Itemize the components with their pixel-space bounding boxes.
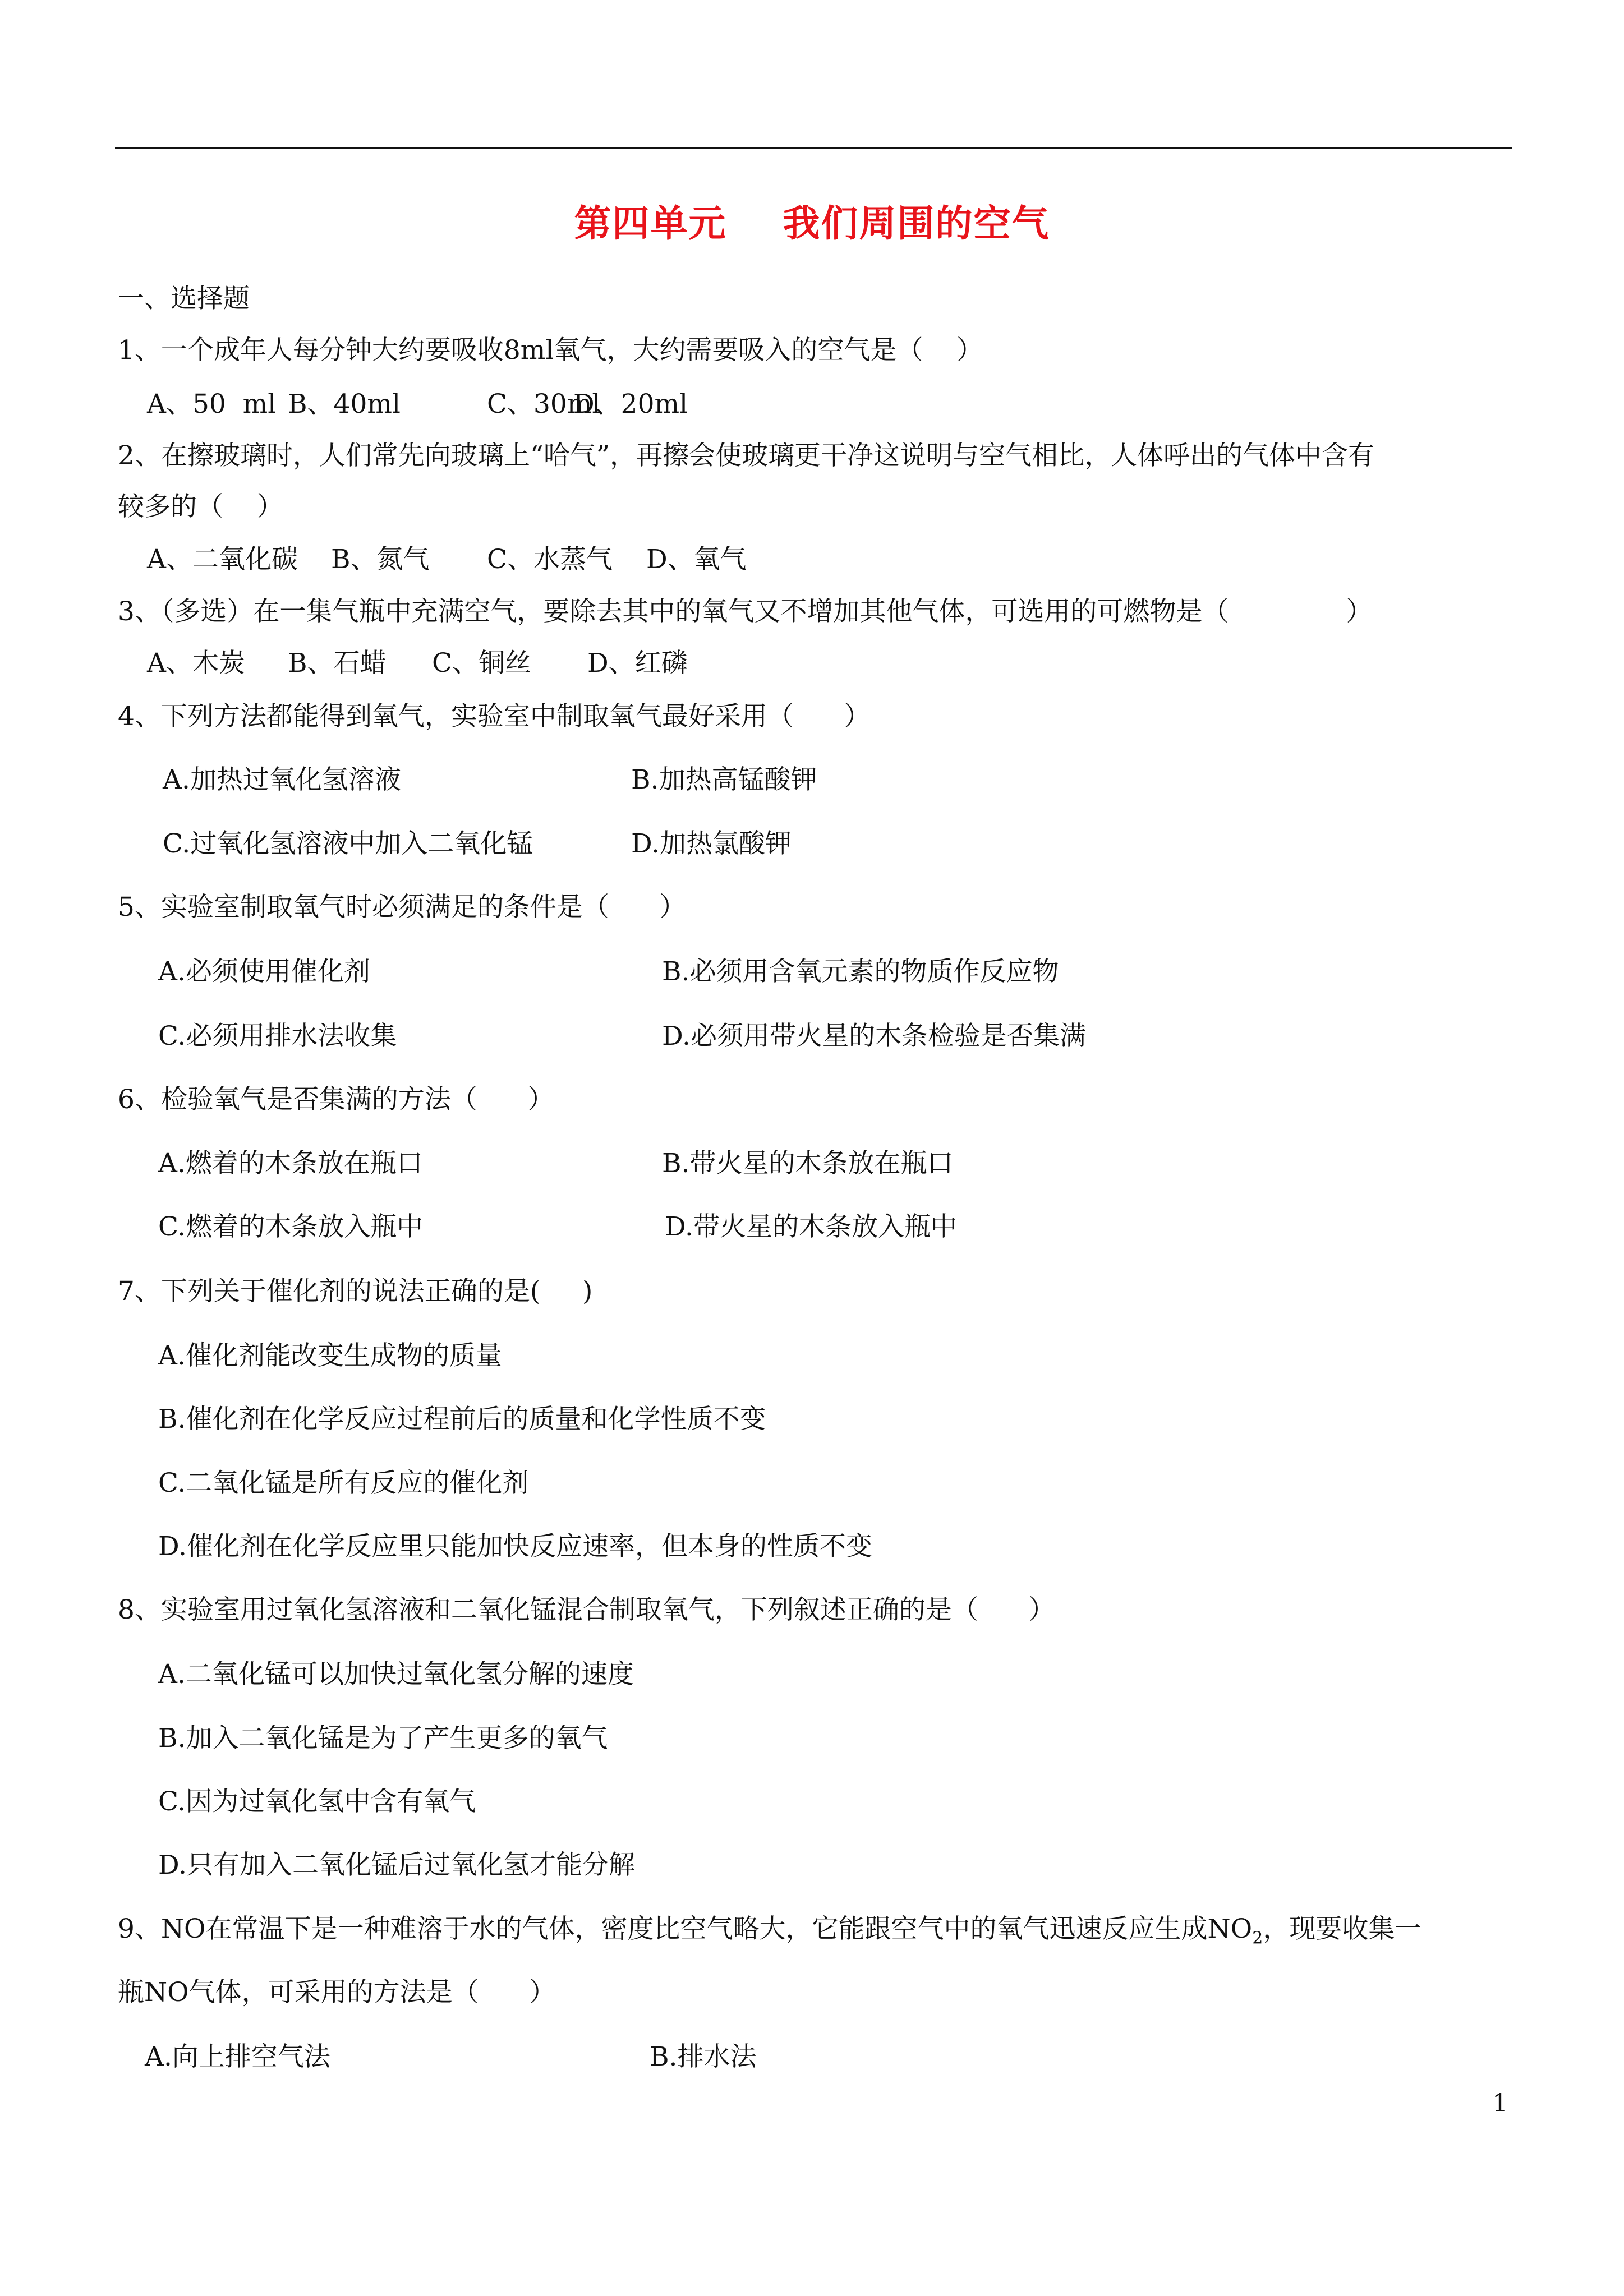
question-2-option-b: B、氮气 — [331, 544, 430, 575]
question-4-option-a: A.加热过氧化氢溶液 — [163, 764, 401, 795]
page-title: 第四单元 我们周围的空气 — [574, 201, 1050, 245]
question-5-option-a: A.必须使用催化剂 — [158, 956, 370, 987]
question-8-option-b: B.加入二氧化锰是为了产生更多的氧气 — [158, 1723, 608, 1754]
question-4-stem: 4、下列方法都能得到氧气，实验室中制取氧气最好采用（ ） — [118, 701, 871, 732]
header-rule — [115, 147, 1512, 149]
question-1-option-d: D、20ml — [573, 389, 688, 419]
question-6-stem: 6、检验氧气是否集满的方法（ ） — [118, 1084, 554, 1115]
question-8-option-a: A.二氧化锰可以加快过氧化氢分解的速度 — [158, 1659, 634, 1690]
question-2-stem-line-1: 2、在擦玻璃时，人们常先向玻璃上“哈气”，再擦会使玻璃更干净这说明与空气相比，人体呼出的气体中含有 — [118, 440, 1374, 471]
question-6-option-c: C.燃着的木条放入瓶中 — [158, 1211, 424, 1242]
question-5-stem: 5、实验室制取氧气时必须满足的条件是（ ） — [118, 892, 686, 923]
question-7-option-a: A.催化剂能改变生成物的质量 — [158, 1340, 502, 1371]
question-1-option-a: A、50 ml — [147, 389, 277, 419]
question-1-option-b: B、40ml — [288, 389, 401, 419]
question-9-subscript: 2 — [1252, 1928, 1263, 1948]
question-9-option-a: A.向上排空气法 — [145, 2041, 330, 2072]
question-9-stem-line-2: 瓶NO气体，可采用的方法是（ ） — [118, 1977, 556, 2008]
question-7-option-b: B.催化剂在化学反应过程前后的质量和化学性质不变 — [158, 1404, 766, 1435]
question-6-option-d: D.带火星的木条放入瓶中 — [665, 1211, 957, 1242]
question-5-option-c: C.必须用排水法收集 — [158, 1021, 397, 1052]
question-8-option-c: C.因为过氧化氢中含有氧气 — [158, 1786, 476, 1817]
question-4-option-b: B.加热高锰酸钾 — [631, 764, 817, 795]
question-2-stem-line-2: 较多的（ ） — [118, 491, 283, 522]
question-9-stem-text-cont: ，现要收集一 — [1263, 1914, 1421, 1944]
section-heading: 一、选择题 — [118, 283, 250, 314]
question-7-stem: 7、下列关于催化剂的说法正确的是( ) — [118, 1276, 593, 1307]
question-5-option-b: B.必须用含氧元素的物质作反应物 — [662, 956, 1059, 987]
question-2-option-d: D、氧气 — [646, 544, 747, 575]
question-1-option-c: C、30ml — [487, 389, 601, 419]
question-8-option-d: D.只有加入二氧化锰后过氧化氢才能分解 — [158, 1850, 635, 1880]
question-3-option-d: D、红磷 — [587, 648, 688, 679]
question-8-stem: 8、实验室用过氧化氢溶液和二氧化锰混合制取氧气，下列叙述正确的是（ ） — [118, 1594, 1055, 1625]
question-6-option-a: A.燃着的木条放在瓶口 — [158, 1148, 423, 1179]
question-5-option-d: D.必须用带火星的木条检验是否集满 — [662, 1021, 1086, 1052]
question-7-option-d: D.催化剂在化学反应里只能加快反应速率，但本身的性质不变 — [158, 1531, 872, 1562]
page-number: 1 — [1492, 2089, 1508, 2118]
question-9-stem-text: 9、NO在常温下是一种难溶于水的气体，密度比空气略大，它能跟空气中的氧气迅速反应生成NO — [118, 1914, 1253, 1944]
question-9-option-b: B.排水法 — [650, 2041, 757, 2072]
question-7-option-c: C.二氧化锰是所有反应的催化剂 — [158, 1468, 529, 1499]
question-3-option-c: C、铜丝 — [432, 648, 531, 679]
question-2-option-c: C、水蒸气 — [487, 544, 613, 575]
question-1-stem: 1、一个成年人每分钟大约要吸收8ml氧气，大约需要吸入的空气是（ ） — [118, 335, 983, 366]
question-3-option-b: B、石蜡 — [288, 648, 387, 679]
question-6-option-b: B.带火星的木条放在瓶口 — [662, 1148, 954, 1179]
question-2-option-a: A、二氧化碳 — [147, 544, 298, 575]
question-4-option-c: C.过氧化氢溶液中加入二氧化锰 — [163, 828, 533, 859]
question-9-stem-line-1 — [118, 1914, 1421, 1954]
question-3-stem: 3、（多选）在一集气瓶中充满空气，要除去其中的氧气又不增加其他气体，可选用的可燃物是（ ） — [118, 596, 1373, 627]
question-3-option-a: A、木炭 — [147, 648, 245, 679]
question-4-option-d: D.加热氯酸钾 — [631, 828, 792, 859]
